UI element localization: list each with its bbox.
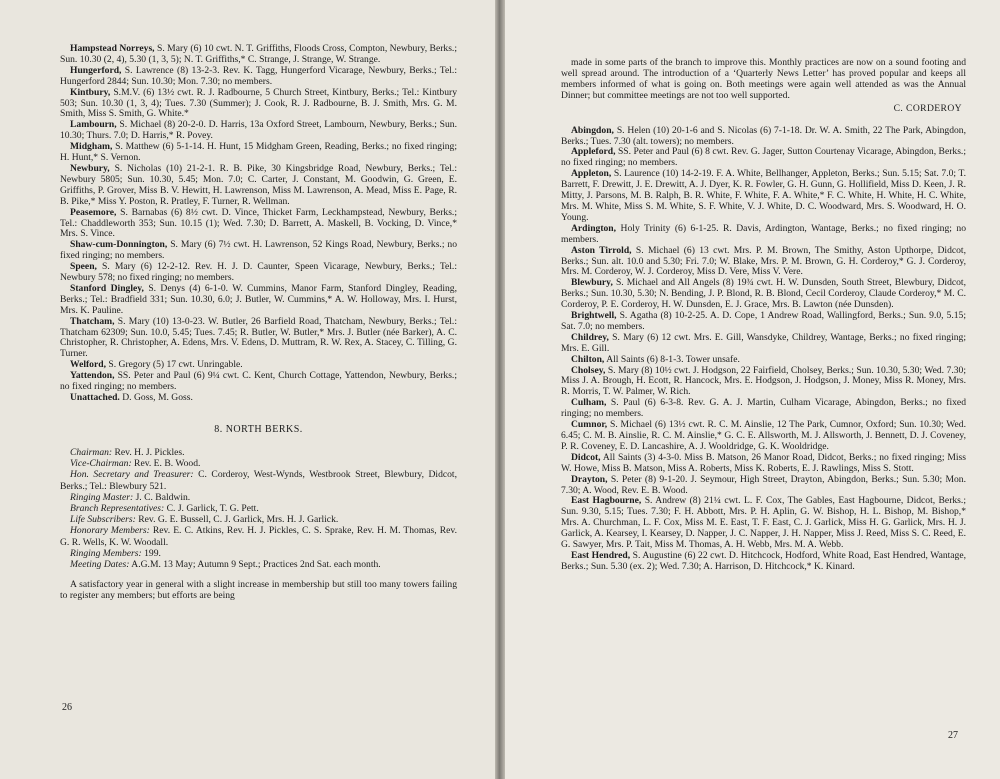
tower-name: Thatcham,	[70, 315, 115, 327]
tower-entry	[561, 169, 966, 224]
annual-report-paragraph: A satisfactory year in general with a slight increase in membership but still too many towers failing to register any members; but efforts are being	[60, 579, 457, 602]
officer-value: Rev. E. B. Wood.	[134, 458, 201, 470]
tower-entry	[60, 284, 457, 317]
tower-name: Newbury,	[70, 162, 110, 174]
tower-entry	[60, 240, 457, 262]
tower-details: S. Laurence (10) 14-2-19. F. A. White, Bellhanger, Appleton, Berks.; Sun. 5.15; Sat. 7.0; T. Barrett, F. Drewitt, J. E. Drewitt, A. J. Dyer, K. R. Fowler, G. H. Gunn, G. Hollifield, Miss D. Keen, J. R. Mitty, J. Parsons, M. B. Ralph, B. R. White, F. White, F. A. White,* F. C. White, H. White, H. C. White, Mrs. M. White, Miss S. M. White, S. F. White, V. J. White, D. C. Woodward, Mrs. S. Woodward, H. O. Young.	[561, 168, 966, 223]
tower-details: S. Denys (4) 6-1-0. W. Cummins, Manor Farm, Stanford Dingley, Reading, Berks.; Tel.: Bradfield 331; Sun. 10.30, 6.0; J. Butler, W. Cummins,* A. W. Holloway, Mrs. I. Hurst, Mrs. K. Pauline.	[60, 282, 458, 316]
tower-name: Appleton,	[571, 168, 612, 180]
officer-value: C. Corderoy, West-Wynds, Westbrook Street, Blewbury, Didcot, Berks.; Tel.: Blewbury 521.	[60, 469, 457, 492]
officer-line	[60, 514, 457, 525]
tower-name: East Hendred,	[571, 549, 631, 561]
tower-entry	[60, 120, 457, 142]
tower-name: East Hagbourne,	[571, 495, 642, 507]
book-gutter	[495, 0, 505, 779]
tower-entry	[561, 551, 966, 573]
tower-details: S. Mary (10) 13-0-23. W. Butler, 26 Barfield Road, Thatcham, Newbury, Berks.; Tel.: Thatcham 62309; Sun. 10.0, 5.45; Tues. 7.45; R. Butler, W. Butler,* Mrs. J. Butler (née Barker), A. C. Christopher, R. Christopher, A. Edens, Mrs. V. Edens, D. Muttram, R. W. Rex, A. Stacey, C. Tilling, G. Turner.	[60, 315, 457, 360]
tower-entry	[60, 262, 457, 284]
tower-entry	[60, 88, 457, 121]
officer-line	[60, 469, 457, 491]
tower-name: Welford,	[70, 359, 106, 371]
left-page	[0, 0, 495, 779]
tower-details: S. Matthew (6) 5-1-14. H. Hunt, 15 Midgham Green, Reading, Berks.; no fixed ringing; H. Hunt,* S. Vernon.	[60, 141, 457, 164]
tower-name: Blewbury,	[571, 277, 613, 289]
tower-details: S. Helen (10) 20-1-6 and S. Nicolas (6) 7-1-18. Dr. W. A. Smith, 22 The Park, Abingdon, Berks.; Tues. 7.30 (alt. towers); no members.	[561, 124, 966, 147]
tower-details: S. Mary (6) 12 cwt. Mrs. E. Gill, Wansdyke, Childrey, Wantage, Berks.; no fixed ringing; Mrs. E. Gill.	[561, 331, 966, 354]
tower-name: Kintbury,	[70, 86, 111, 98]
tower-name: Hungerford,	[70, 64, 122, 76]
tower-entry	[60, 142, 457, 164]
tower-details: S. Gregory (5) 17 cwt. Unringable.	[108, 359, 243, 371]
tower-name: Appleford,	[571, 146, 616, 158]
tower-details: S. Michael (6) 13 cwt. Mrs. P. M. Brown, The Smithy, Aston Upthorpe, Didcot, Berks.; Sun. alt. 10.0 and 5.30; Fri. 7.0; W. Blake, Mrs. P. M. Brown, G. H. Corderoy,* G. J. Corderoy, Mrs. M. Corderoy, W. J. Corderoy, Miss D. Vere, Miss V. Vere.	[561, 244, 966, 278]
tower-entry	[561, 311, 966, 333]
tower-details: S. Andrew (8) 21¼ cwt. L. F. Cox, The Gables, East Hagbourne, Didcot, Berks.; Sun. 9.30, 5.15; Tues. 7.30; F. H. Abbott, Mrs. P. H. Aplin, G. W. Bishop, H. L. Bishop, M. Bishop,* Mrs. A. Churchman, L. F. Cox, Miss M. E. East, T. F. East, C. J. Garlick, Miss H. G. Garlick, Mrs. H. J. Garlick, A. Kearsey, I. Kearsey, D. Napper, J. C. Napper, J. H. Napper, Miss J. Reed, Miss S. C. Reed, E. G. Sawyer, Mrs. P. Tait, Miss M. Thomas, A. H. Webb, Mrs. M. A. Webb.	[561, 495, 966, 551]
branch-officers	[60, 447, 457, 570]
tower-details: All Saints (3) 4-3-0. Miss B. Matson, 26 Manor Road, Didcot, Berks.; no fixed ringing; Miss W. Howe, Miss B. Matson, Miss A. Roberts, Miss K. Roberts, E. J. Rawlings, Miss S. Stott.	[561, 451, 966, 474]
tower-name: Brightwell,	[571, 310, 617, 322]
officer-role: Branch Representatives:	[70, 502, 165, 514]
tower-details: S. Lawrence (8) 13-2-3. Rev. K. Tagg, Hungerford Vicarage, Newbury, Berks.; Tel.: Hungerford 2844; Sun. 10.30; Mon. 7.30; no members.	[60, 64, 457, 87]
tower-details: S. Mary (6) 10 cwt. N. T. Griffiths, Floods Cross, Compton, Newbury, Berks.; Sun. 10.30 (2, 4), 5.30 (1, 3, 5); N. T. Griffiths,* C. Strange, J. Strange, W. Strange.	[60, 43, 457, 65]
tower-entry	[561, 398, 966, 420]
tower-name: Unattached.	[70, 392, 120, 403]
tower-details: S. Michael (8) 20-2-0. D. Harris, 13a Oxford Street, Lambourn, Newbury, Berks.; Sun. 10.30; Thurs. 7.0; D. Harris,* R. Povey.	[60, 119, 457, 142]
tower-name: Hampstead Norreys,	[70, 43, 155, 54]
tower-details: S. Mary (8) 10½ cwt. J. Hodgson, 22 Fairfield, Cholsey, Berks.; Sun. 10.30, 5.30; Wed. 7.30; Miss J. A. Brough, H. Ecott, R. Hancock, Mrs. E. Hodgson, J. Hodgson, J. Money, Miss R. Money, Mrs. R. Morris, T. W. Palmer, W. Rich.	[561, 364, 966, 398]
tower-details: S. Agatha (8) 10-2-25. A. D. Cope, 1 Andrew Road, Wallingford, Berks.; Sun. 9.0, 5.15; Sat. 7.0; no members.	[561, 310, 966, 332]
tower-entry	[60, 317, 457, 361]
officer-line	[60, 492, 457, 503]
tower-name: Shaw-cum-Donnington,	[70, 239, 168, 251]
officer-role: Chairman:	[70, 446, 113, 458]
officer-value: Rev. G. E. Bussell, C. J. Garlick, Mrs. H. J. Garlick.	[138, 514, 339, 526]
tower-details: SS. Peter and Paul (6) 9¼ cwt. C. Kent, Church Cottage, Yattendon, Newbury, Berks.; no fixed ringing; no members.	[60, 370, 457, 393]
tower-entry	[561, 366, 966, 399]
section-heading: 8. NORTH BERKS.	[214, 423, 303, 435]
tower-details: S. Nicholas (10) 21-2-1. R. B. Pike, 30 Kingsbridge Road, Newbury, Berks.; Tel.: Newbury 5805; Sun. 10.30, 5.45; Mon. 7.0; C. Carter, J. Constant, M. Goodwin, G. Green, E. Griffiths, P. Grover, Miss B. V. Hewitt, H. Lawrenson, Miss M. Lawrenson, A. Mead, Miss E. Page, R. B. Pike,* Miss Y. Poston, R. Pratley, F. Turner, R. Wellman.	[60, 162, 457, 207]
tower-name: Cholsey,	[571, 364, 606, 376]
tower-name: Peasemore,	[70, 206, 117, 218]
page-number-right: 27	[948, 730, 958, 741]
tower-entry	[561, 246, 966, 279]
tower-details: S.M.V. (6) 13½ cwt. R. J. Radbourne, 5 Church Street, Kintbury, Berks.; Tel.: Kintbury 503; Sun. 10.30 (1, 3, 4); Tues. 7.30 (Summer); J. Cook, R. J. Radbourne, B. J. Smith, Mrs. G. M. Smith, Miss S. Smith, G. White.*	[60, 86, 457, 120]
officer-value: J. C. Baldwin.	[135, 491, 191, 503]
tower-entry	[561, 453, 966, 475]
tower-name: Stanford Dingley,	[70, 282, 144, 294]
report-continuation-paragraph: made in some parts of the branch to improve this. Monthly practices are now on a sound footing and well spread around. The introduction of a ‘Quarterly News Letter’ has proved popular and keeps all members informed of what is going on. Both meetings were again well attended as was the Annual Dinner; but committee meetings are not too well supported.	[561, 57, 966, 101]
tower-name: Culham,	[571, 397, 607, 409]
tower-name: Drayton,	[571, 473, 608, 485]
tower-entry	[561, 496, 966, 551]
tower-entry	[60, 371, 457, 393]
officer-line	[60, 548, 457, 559]
officer-value: Rev. E. C. Atkins, Rev. H. J. Pickles, C. S. Sprake, Rev. H. M. Thomas, Rev. G. R. Wells, K. W. Woodall.	[60, 525, 457, 548]
officer-role: Ringing Members:	[70, 547, 142, 559]
tower-details: Holy Trinity (6) 6-1-25. R. Davis, Ardington, Wantage, Berks.; no fixed ringing; no members.	[561, 222, 967, 245]
tower-details: SS. Peter and Paul (6) 8 cwt. Rev. G. Jager, Sutton Courtenay Vicarage, Abingdon, Berks.; no fixed ringing; no members.	[561, 146, 966, 169]
tower-name: Speen,	[70, 261, 97, 273]
tower-name: Aston Tirrold,	[571, 244, 632, 256]
tower-entry	[60, 66, 457, 88]
tower-name: Abingdon,	[571, 124, 614, 136]
officer-role: Vice-Chairman:	[70, 458, 132, 470]
tower-entry	[60, 164, 457, 208]
right-tower-list	[561, 126, 966, 573]
tower-entry	[561, 147, 966, 169]
officer-line	[60, 447, 457, 458]
tower-entry	[561, 333, 966, 355]
tower-details: S. Mary (6) 12-2-12. Rev. H. J. D. Caunter, Speen Vicarage, Newbury, Berks.; Tel.: Newbury 578; no fixed ringing; no members.	[60, 261, 457, 284]
officer-role: Honorary Members:	[70, 525, 150, 537]
tower-name: Lambourn,	[70, 119, 117, 131]
officer-line	[60, 503, 457, 514]
tower-entry	[60, 393, 457, 404]
tower-details: All Saints (6) 8-1-3. Tower unsafe.	[606, 353, 740, 365]
tower-details: S. Mary (6) 7½ cwt. H. Lawrenson, 52 Kings Road, Newbury, Berks.; no fixed ringing; no members.	[60, 239, 457, 262]
officer-value: 199.	[144, 547, 161, 559]
tower-details: S. Michael and All Angels (8) 19¾ cwt. H. W. Dunsden, South Street, Blewbury, Didcot, Berks.; Sun. 10.30, 5.30; N. Bending, J. P. Blond, R. B. Blond, Cecil Corderoy, Claude Corderoy,* M. C. Corderoy, P. E. Corderoy, H. W. Dunsden, E. J. Grace, Mrs. B. Lawton (née Dunsden).	[561, 277, 966, 311]
officer-value: Rev. H. J. Pickles.	[114, 446, 185, 458]
tower-entry	[561, 224, 966, 246]
tower-entry	[561, 278, 966, 311]
tower-entry	[561, 420, 966, 453]
page-number-left: 26	[62, 702, 72, 713]
tower-details: S. Michael (6) 13½ cwt. R. C. M. Ainslie, 12 The Park, Cumnor, Oxford; Sun. 10.30; Wed. 6.45; C. M. B. Ainslie, R. C. M. Ainslie,* G. C. E. Allsworth, M. J. Allsworth, J. Bennett, D. J. Coveney, P. R. Coveney, E. D. Lancashire, A. J. Wooldridge, G. K. Wooldridge.	[561, 419, 966, 452]
tower-details: D. Goss, M. Goss.	[122, 392, 193, 403]
tower-name: Chilton,	[571, 353, 605, 365]
tower-entry	[561, 475, 966, 497]
tower-name: Yattendon,	[70, 370, 115, 382]
officer-line	[60, 458, 457, 469]
tower-details: S. Augustine (6) 22 cwt. D. Hitchcock, Hodford, White Road, East Hendred, Wantage, Berks.; Sun. 5.30 (ex. 2); Wed. 7.30; A. Harrison, D. Hitchcock,* K. Kinard.	[561, 549, 967, 572]
officer-role: Life Subscribers:	[70, 514, 136, 526]
tower-name: Midgham,	[70, 141, 113, 153]
tower-entry	[60, 44, 457, 66]
officer-line	[60, 559, 457, 570]
tower-entry	[60, 208, 457, 241]
right-page	[505, 0, 1000, 779]
officer-line	[60, 525, 457, 547]
tower-details: S. Barnabas (6) 8½ cwt. D. Vince, Thicket Farm, Leckhampstead, Newbury, Berks.; Tel.: Chaddleworth 353; Sun. 10.15 (1); Wed. 7.30; D. Barrett, A. Maskell, B. Vocking, D. Vince,* Mrs. S. Vince.	[60, 206, 457, 240]
left-tower-list	[60, 44, 457, 404]
officer-role: Ringing Master:	[70, 491, 134, 503]
officer-role: Hon. Secretary and Treasurer:	[70, 469, 194, 481]
tower-details: S. Paul (6) 6-3-8. Rev. G. A. J. Martin, Culham Vicarage, Abingdon, Berks.; no fixed ringing; no members.	[561, 397, 966, 420]
officer-value: A.G.M. 13 May; Autumn 9 Sept.; Practices 2nd Sat. each month.	[131, 558, 381, 570]
tower-name: Childrey,	[571, 331, 609, 343]
tower-name: Didcot,	[571, 451, 601, 463]
officer-value: C. J. Garlick, T. G. Pett.	[166, 502, 259, 514]
tower-name: Ardington,	[571, 222, 617, 234]
tower-entry	[561, 126, 966, 148]
tower-name: Cumnor,	[571, 419, 608, 431]
report-signature: C. CORDEROY	[893, 102, 962, 114]
tower-details: S. Peter (8) 9-1-20. J. Seymour, High Street, Drayton, Abingdon, Berks.; Sun. 5.30; Mon. 7.30; A. Wood, Rev. E. B. Wood.	[561, 473, 966, 496]
officer-role: Meeting Dates:	[70, 558, 130, 570]
